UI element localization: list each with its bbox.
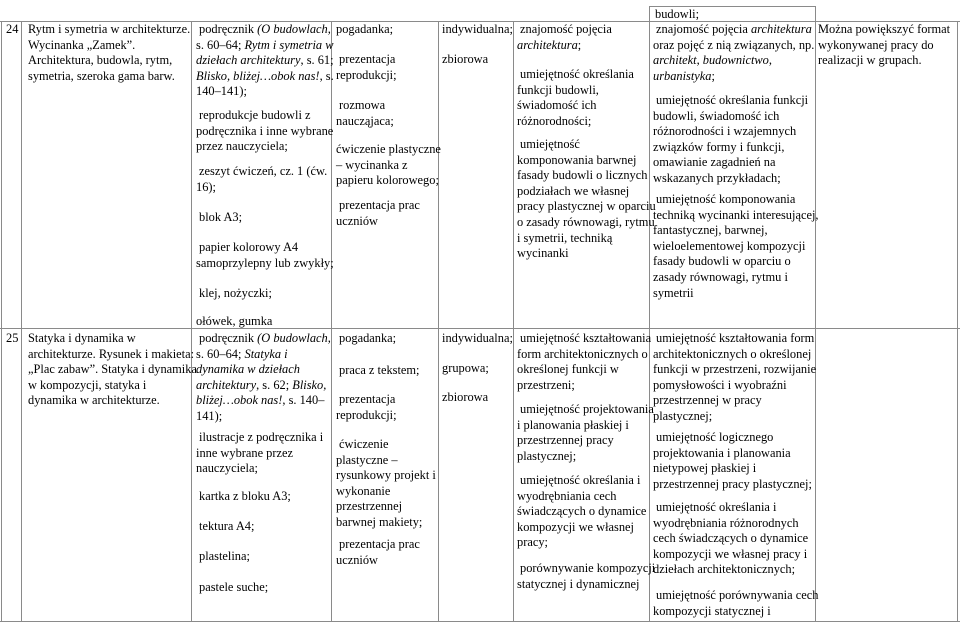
goal-line: umiejętność określania i — [520, 473, 641, 487]
goal-line: świadomość ich — [517, 98, 597, 113]
goal-line: komponowania barwnej — [517, 152, 637, 167]
col-border — [438, 21, 439, 622]
row-25-achievements-2 — [653, 430, 812, 492]
material-line — [196, 69, 334, 85]
achievement-line: projektowania i planowania — [653, 445, 791, 460]
method-line: pogadanka; — [339, 331, 397, 345]
goal-line: przestrzeni; — [517, 377, 575, 392]
remark-line: Można powiększyć format — [818, 22, 951, 36]
goal-line — [517, 38, 612, 54]
achievement-segment: architektura — [750, 22, 812, 36]
row-25-methods-5 — [336, 537, 420, 568]
material-line — [196, 378, 331, 394]
material-line: tektura A4; — [199, 519, 255, 533]
material-segment: podręcznik — [199, 331, 258, 345]
goal-segment: architektura — [517, 37, 578, 52]
goal-line: umiejętność — [520, 137, 580, 151]
method-line: prezentacja — [339, 392, 396, 406]
method-line: reprodukcji; — [336, 407, 397, 422]
goal-line: form architektonicznych o — [517, 346, 648, 361]
topic-line: Statyka i dynamika w — [28, 331, 136, 345]
goal-line: umiejętność kształtowania — [520, 331, 652, 345]
goal-line: pracy; — [517, 535, 548, 550]
goal-line: i symetrii, techniką — [517, 230, 613, 245]
row-25-achievements-4 — [653, 588, 818, 619]
goal-line: przestrzennej pracy — [517, 433, 614, 448]
row-24-achievements — [653, 22, 814, 84]
row-24-methods-3 — [336, 98, 394, 129]
achievement-line: umiejętność logicznego — [656, 430, 774, 444]
col-border — [957, 21, 958, 622]
row-25-materials-2 — [196, 430, 323, 477]
achievement-line: architektonicznych o określonej — [653, 346, 812, 361]
table-border-bottom — [0, 621, 960, 622]
material-segment: Rytm i symetria w — [244, 37, 334, 52]
material-segment: s. 60–64; — [196, 346, 245, 361]
achievement-line — [653, 22, 814, 38]
topic-line: Architektura, budowla, rytm, — [28, 53, 173, 68]
material-segment: architektury — [196, 377, 257, 392]
lesson-number: 25 — [6, 331, 19, 345]
achievement-line: przestrzennej w pracy — [653, 393, 762, 408]
row-25-achievements — [653, 331, 816, 425]
material-segment: 141); — [196, 408, 223, 423]
method-line: prezentacja prac — [339, 537, 420, 551]
topic-line: Wycinanka „Zamek”. — [28, 37, 136, 52]
achievement-line: wieloelementowej kompozycji — [653, 238, 806, 253]
goal-line: plastycznej; — [517, 448, 577, 463]
topic-line: „Plac zabaw”. Statyka i dynamika — [28, 362, 197, 377]
achievement-line: wskazanych przykładach; — [653, 170, 781, 185]
goal-line: umiejętność określania — [520, 67, 634, 81]
material-line: inne wybrane przez — [196, 445, 294, 460]
row-24-methods-5 — [336, 198, 420, 229]
row-24-goals-2 — [517, 67, 634, 129]
topic-line: architekturze. Rysunek i makieta: — [28, 346, 195, 361]
row-24-methods-2 — [336, 52, 397, 83]
material-segment: podręcznik — [199, 22, 258, 36]
material-line — [196, 22, 334, 38]
achievement-line: umiejętność porównywania cech — [656, 588, 819, 602]
material-line: blok A3; — [199, 210, 243, 224]
goal-line: znajomość pojęcia — [520, 22, 612, 36]
row-25-materials-4 — [199, 519, 254, 535]
material-line: ołówek, gumka — [196, 314, 273, 328]
achievement-line: fasady budowli w oparciu o — [653, 254, 791, 269]
row-24-topic — [28, 22, 190, 84]
row-24-achievements-2 — [653, 93, 808, 187]
material-line — [196, 347, 331, 363]
col-border — [1, 21, 2, 622]
row-24-methods-4 — [336, 142, 441, 189]
material-line: pastele suche; — [199, 580, 269, 594]
row-25-materials-3 — [199, 489, 291, 505]
col-border — [815, 6, 816, 622]
method-line: rozmowa — [339, 98, 386, 112]
carryover-text: budowli; — [655, 7, 700, 21]
goal-segment: ; — [577, 37, 582, 52]
method-line: prezentacja prac — [339, 198, 420, 212]
achievement-line: umiejętność określania i — [656, 500, 777, 514]
material-segment: (O budowlach, — [257, 22, 331, 36]
row-25-goals-3 — [517, 473, 646, 551]
material-line: przez nauczyciela; — [196, 139, 288, 154]
achievement-line: umiejętność kształtowania form — [656, 331, 815, 345]
goal-line: pracy plastycznej w oparciu — [517, 199, 656, 214]
method-line: plastyczne – — [336, 452, 398, 467]
row-24-forms — [442, 22, 513, 67]
achievement-line: symetrii — [653, 285, 694, 300]
method-line: pogadanka; — [336, 22, 394, 36]
goal-line: podziałach we własnej — [517, 183, 630, 198]
goal-line: statycznej i dynamicznej — [517, 576, 640, 591]
achievement-line — [653, 38, 814, 54]
row-25-methods — [339, 331, 396, 347]
topic-line: dynamika w architekturze. — [28, 393, 160, 408]
goal-line: różnorodności; — [517, 113, 592, 128]
row-25-materials — [196, 331, 331, 425]
goal-line: wyodrębniania cech — [517, 488, 617, 503]
achievement-line: wyodrębniania różnorodnych — [653, 515, 799, 530]
remark-line: realizacji w grupach. — [818, 53, 922, 68]
material-segment: s. 60–64; — [196, 37, 245, 52]
material-line — [196, 362, 331, 378]
row-24-materials-5 — [196, 240, 334, 271]
achievement-line: różnorodności i wzajemnych — [653, 124, 797, 139]
achievement-line: umiejętność komponowania — [656, 192, 796, 206]
method-line: uczniów — [336, 552, 378, 567]
material-line: plastelina; — [199, 549, 250, 563]
form-line: indywidualna; — [442, 331, 513, 345]
row-25-goals-4 — [517, 561, 655, 592]
material-line: kartka z bloku A3; — [199, 489, 291, 503]
material-line: papier kolorowy A4 — [199, 240, 299, 254]
achievement-line: budowli, świadomość ich — [653, 108, 780, 123]
material-line: klej, nożyczki; — [199, 286, 272, 300]
material-segment: Statyka i — [244, 346, 288, 361]
material-line — [196, 53, 334, 69]
method-line: barwnej makiety; — [336, 514, 423, 529]
material-segment: , s. — [319, 68, 334, 83]
method-line: uczniów — [336, 213, 378, 228]
method-line: papieru kolorowego; — [336, 173, 439, 188]
achievement-segment: urbanistyka — [653, 68, 712, 83]
material-segment: dziełach architektury — [196, 53, 301, 68]
achievement-line: plastycznej; — [653, 408, 713, 423]
achievement-line: kompozycji statycznej i — [653, 603, 771, 618]
material-segment: , s. 62; — [256, 377, 293, 392]
method-line: reprodukcji; — [336, 67, 397, 82]
achievement-line: funkcji w przestrzeni, rozwijanie — [653, 362, 817, 377]
topic-line: symetria, szeroka gama barw. — [28, 68, 175, 83]
form-line: zbiorowa — [442, 390, 489, 405]
row-25-materials-5 — [199, 549, 250, 565]
material-line: samoprzylepny lub zwykły; — [196, 255, 334, 270]
row-24-materials-2 — [196, 108, 333, 155]
col-border — [649, 6, 650, 622]
topic-line: w kompozycji, statyka i — [28, 377, 147, 392]
row-25-methods-4 — [336, 437, 436, 531]
material-segment: , s. 140– — [282, 393, 325, 408]
achievement-segment: architekt, budownictwo — [653, 53, 769, 68]
material-line: 16); — [196, 179, 216, 194]
carryover-fragment — [655, 7, 699, 23]
goal-line: porównywanie kompozycji — [520, 561, 656, 575]
material-segment: (O budowlach, — [257, 331, 331, 345]
method-line: ćwiczenie plastyczne — [336, 142, 441, 156]
topic-line: Rytm i symetria w architekturze. — [28, 22, 191, 36]
row-24-materials — [196, 22, 334, 100]
achievement-line: przestrzennej pracy plastycznej; — [653, 476, 812, 491]
goal-line: określonej funkcji w — [517, 362, 619, 377]
row-24-goals-3 — [517, 137, 656, 262]
row-24-remarks — [818, 22, 950, 69]
achievement-line: zasady równowagi, rytmu i — [653, 269, 788, 284]
achievement-line: fantastycznej, barwnej, — [653, 223, 768, 238]
method-line: – wycinanka z — [336, 157, 408, 172]
col-border — [21, 21, 22, 622]
material-line: zeszyt ćwiczeń, cz. 1 (ćw. — [199, 164, 328, 178]
row-25-methods-3 — [336, 392, 397, 423]
method-line: przestrzennej — [336, 499, 403, 514]
row-25-forms — [442, 331, 513, 406]
row-24-materials-3 — [196, 164, 327, 195]
material-segment: 140–141); — [196, 84, 247, 99]
lesson-number: 24 — [6, 22, 19, 36]
achievement-line: cech świadczących o dynamice — [653, 531, 809, 546]
material-segment: dynamika w dziełach — [196, 362, 300, 377]
material-line — [196, 409, 331, 425]
achievement-line: nietypowej płaskiej i — [653, 461, 757, 476]
goal-line: o zasady równowagi, rytmu — [517, 214, 655, 229]
method-line: praca z tekstem; — [339, 363, 420, 377]
row-24-methods — [336, 22, 393, 38]
achievement-line — [653, 69, 814, 85]
material-line: reprodukcje budowli z — [199, 108, 311, 122]
goal-line: i planowania płaskiej i — [517, 417, 629, 432]
achievement-line: omawianie zagadnień na — [653, 155, 776, 170]
row-25-goals-2 — [517, 402, 654, 464]
material-segment: bliżej…obok nas! — [196, 393, 283, 408]
row-25-number — [6, 331, 18, 347]
remark-line: wykonywanej pracy do — [818, 37, 934, 52]
row-24-goals — [517, 22, 612, 53]
method-line: prezentacja — [339, 52, 396, 66]
material-line: nauczyciela; — [196, 461, 258, 476]
material-line — [196, 393, 331, 409]
achievement-line: techniką wycinanki interesującej, — [653, 207, 819, 222]
achievement-segment: znajomość pojęcia — [656, 22, 751, 36]
goal-line: świadczących o dynamice — [517, 504, 647, 519]
form-line: grupowa; — [442, 360, 489, 375]
achievement-line: pomysłowości i wyobraźni — [653, 377, 787, 392]
row-25-topic — [28, 331, 197, 409]
row-24-materials-4 — [199, 210, 242, 226]
method-line: wykonanie — [336, 483, 391, 498]
material-line — [196, 331, 331, 347]
material-segment: Blisko, bliżej…obok nas! — [196, 68, 320, 83]
achievement-line: kompozycji we własnej pracy i — [653, 546, 808, 561]
goal-line: kompozycji we własnej — [517, 519, 634, 534]
row-25-methods-2 — [339, 363, 420, 379]
method-line: naucząjaca; — [336, 113, 394, 128]
goal-line: funkcji budowli, — [517, 82, 599, 97]
col-border — [191, 21, 192, 622]
row-25-materials-6 — [199, 580, 268, 596]
row-25-achievements-3 — [653, 500, 808, 578]
material-segment: Blisko, — [292, 377, 327, 392]
achievement-line: dziełach architektonicznych; — [653, 562, 796, 577]
achievement-segment: oraz pojęć z nią związanych, np. — [653, 37, 815, 52]
row-24-bottom-border — [0, 328, 960, 329]
method-line: rysunkowy projekt i — [336, 468, 436, 483]
goal-line: umiejętność projektowania — [520, 402, 654, 416]
achievement-line: związków formy i funkcji, — [653, 139, 785, 154]
col-border — [513, 21, 514, 622]
material-line — [196, 84, 334, 100]
achievement-line: umiejętność określania funkcji — [656, 93, 809, 107]
row-24-achievements-3 — [653, 192, 818, 301]
row-24-materials-6 — [199, 286, 272, 302]
achievement-segment: ; — [711, 68, 715, 83]
form-line: zbiorowa — [442, 51, 489, 66]
row-24-materials-7 — [196, 314, 272, 330]
achievement-segment: , — [768, 53, 772, 68]
method-line: ćwiczenie — [339, 437, 389, 451]
form-line: indywidualna; — [442, 22, 513, 36]
material-line: podręcznika i inne wybrane — [196, 123, 334, 138]
goal-line: wycinanki — [517, 246, 569, 261]
achievement-line — [653, 53, 814, 69]
material-line — [196, 38, 334, 54]
row-24-number — [6, 22, 18, 38]
material-segment: , s. 61; — [300, 53, 334, 68]
row-25-goals — [517, 331, 651, 393]
goal-line: fasady budowli o licznych — [517, 168, 648, 183]
material-line: ilustracje z podręcznika i — [199, 430, 324, 444]
